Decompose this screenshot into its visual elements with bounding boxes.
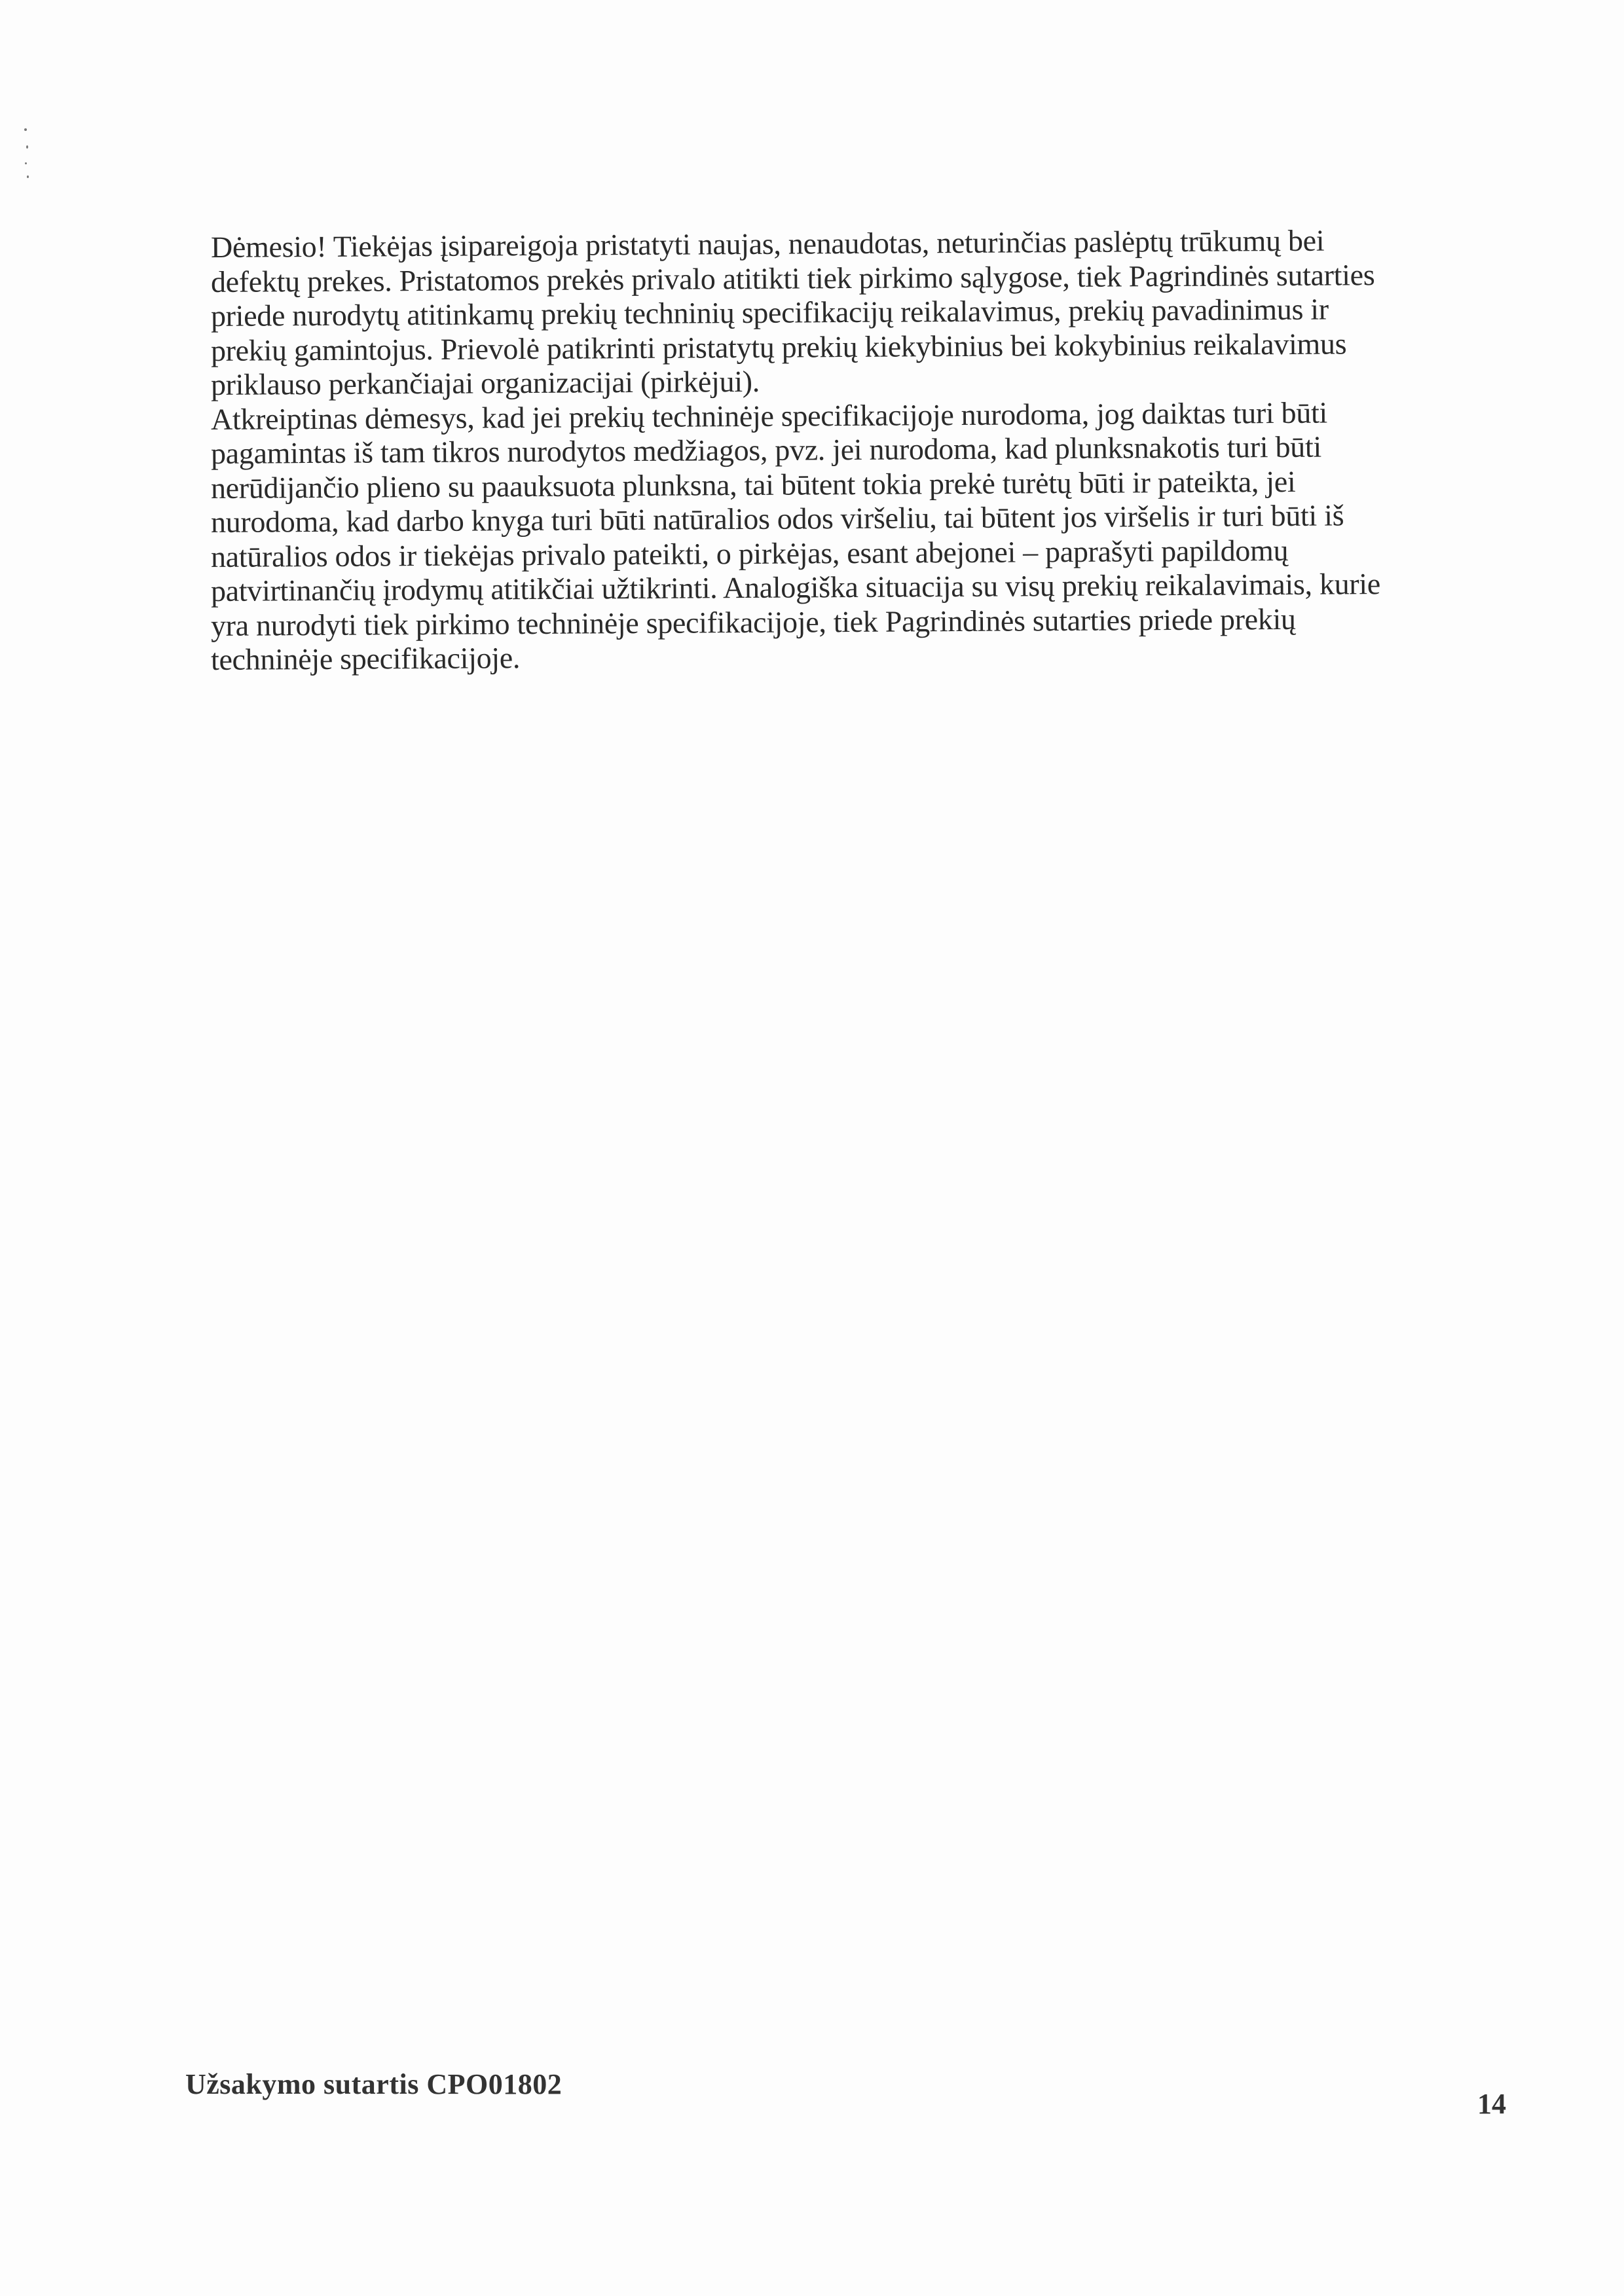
notice-line: yra nurodyti tiek pirkimo techninėje specifikacijoje, tiek Pagrindinės sutarties priede prekių (210, 602, 1296, 642)
notice-line: priklauso perkančiajai organizacijai (pirkėjui). (210, 364, 760, 401)
notice-line: natūralios odos ir tiekėjas privalo pateikti, o pirkėjas, esant abejonei – paprašyti papildomų (210, 533, 1289, 574)
notice-line: prekių gamintojus. Prievolė patikrinti pristatytų prekių kiekybinius bei kokybinius reikalavimus (210, 326, 1347, 367)
notice-line: Dėmesio! Tiekėjas įsipareigoja pristatyti naujas, nenaudotas, neturinčias paslėptų trūkumų bei (210, 223, 1325, 264)
scan-speck (24, 128, 27, 131)
notice-line: patvirtinančių įrodymų atitikčiai užtikrinti. Analogiška situacija su visų prekių reikalavimais, kurie (210, 567, 1381, 608)
notice-line: Atkreiptinas dėmesys, kad jei prekių techninėje specifikacijoje nurodoma, jog daiktas turi būti (210, 395, 1328, 436)
scan-speck (25, 162, 27, 164)
notice-line: techninėje specifikacijoje. (210, 641, 521, 676)
footer-page-number: 14 (1477, 2088, 1506, 2120)
notice-line: pagamintas iš tam tikros nurodytos medžiagos, pvz. jei nurodoma, kad plunksnakotis turi būti (210, 429, 1321, 470)
notice-line: priede nurodytų atitinkamų prekių techninių specifikacijų reikalavimus, prekių pavadinimus ir (210, 292, 1329, 333)
notice-line: defektų prekes. Pristatomos prekės privalo atitikti tiek pirkimo sąlygose, tiek Pagrindinės sutarties (210, 257, 1375, 299)
footer-contract-title: Užsakymo sutartis CPO01802 (185, 2068, 563, 2100)
notice-line: nurodoma, kad darbo knyga turi būti natūralios odos viršeliu, tai būtent jos viršelis ir turi būti iš (210, 498, 1344, 539)
notice-line: nerūdijančio plieno su paauksuota plunksna, tai būtent tokia prekė turėtų būti ir pateikta, jei (210, 464, 1296, 505)
notice-paragraph (210, 223, 1527, 678)
scan-speck (27, 175, 29, 178)
scan-speck (26, 145, 28, 149)
